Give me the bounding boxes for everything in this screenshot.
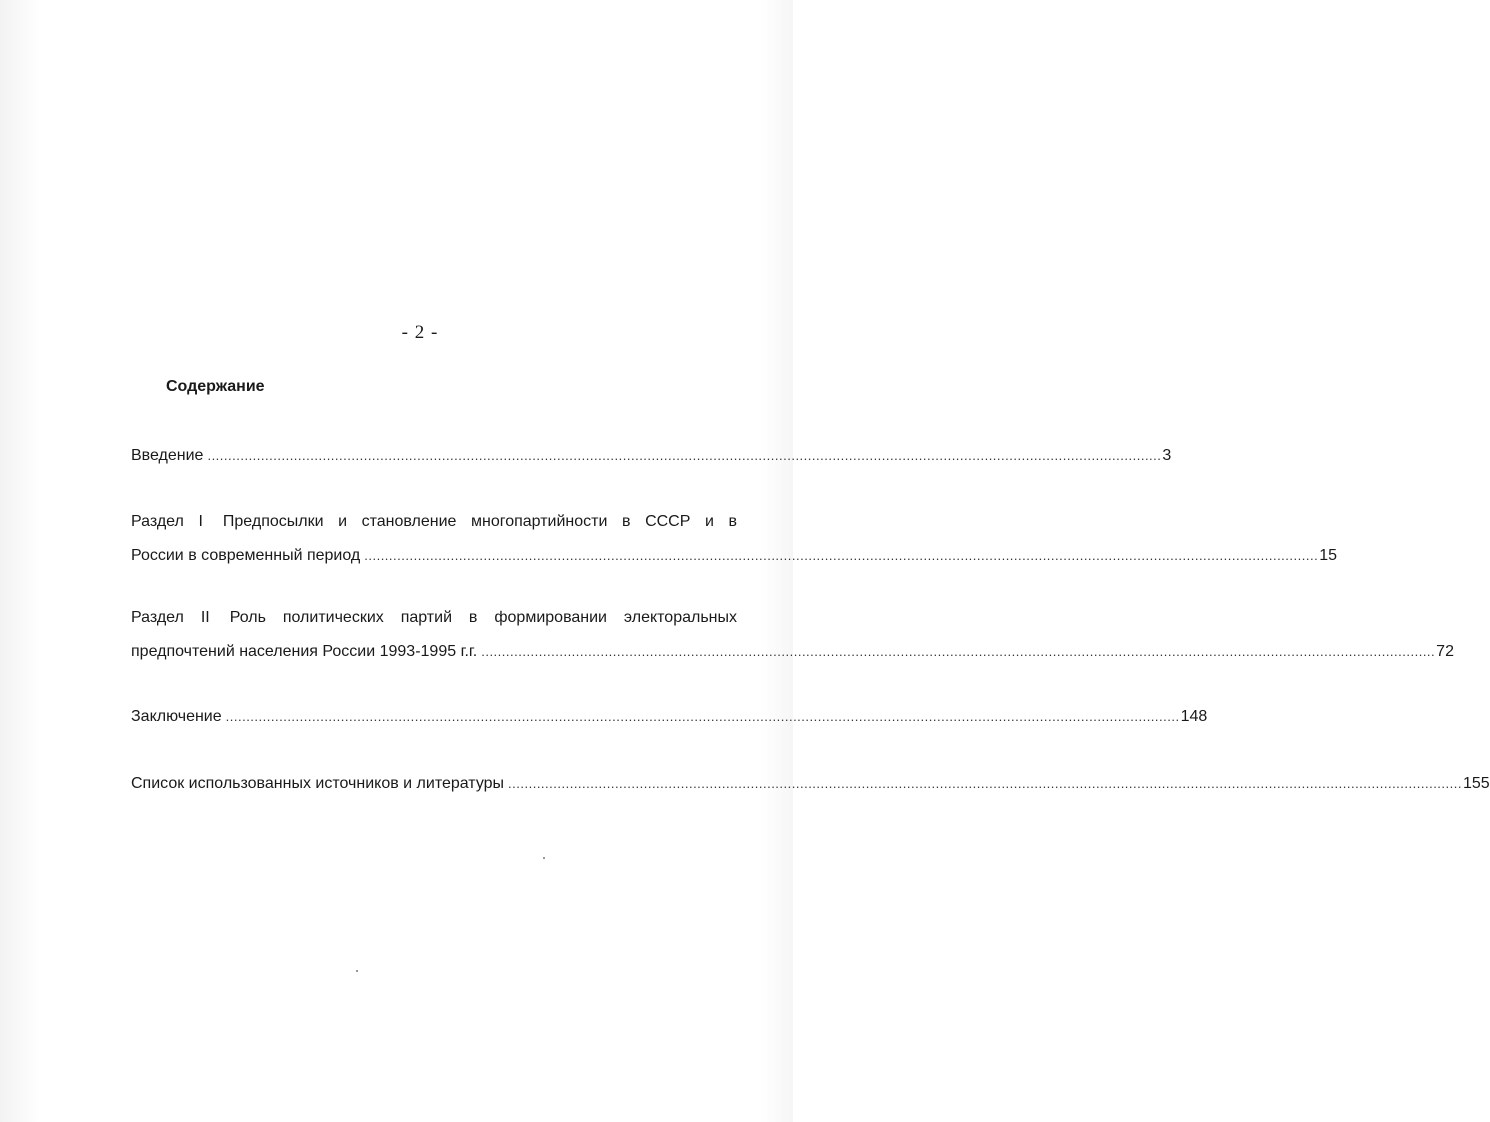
toc-leader-dots: ........................................................................................................................................................................................................................................ — [481, 644, 1436, 659]
toc-leader-dots: ........................................................................................................................................................................................................................................ — [225, 709, 1180, 724]
toc-entry-title: Введение — [131, 447, 204, 464]
toc-page-number: 15 — [1319, 547, 1337, 564]
toc-entry-introduction[interactable] — [131, 439, 1172, 473]
scan-speck — [356, 970, 358, 972]
scan-speck — [543, 857, 545, 859]
toc-title: Содержание — [166, 378, 265, 395]
toc-page-number: 72 — [1436, 643, 1454, 660]
toc-entry-conclusion[interactable] — [131, 700, 1208, 734]
page-number: - 2 - — [401, 322, 439, 343]
toc-section-label: Раздел I — [131, 513, 203, 530]
toc-entry-title: Предпосылки и становление многопартийности в СССР и в — [222, 513, 737, 530]
toc-entry-title: Список использованных источников и литературы — [131, 775, 505, 792]
toc-entry-bibliography[interactable] — [131, 767, 1490, 801]
toc-entry-title-continued: России в современный период — [131, 547, 361, 564]
toc-entry-section-1[interactable] — [131, 505, 1337, 573]
toc-section-label: Раздел II — [131, 609, 210, 626]
toc-entry-line — [131, 601, 737, 635]
toc-leader-dots: ........................................................................................................................................................................................................................................ — [207, 448, 1162, 463]
toc-leader-dots: ........................................................................................................................................................................................................................................ — [364, 548, 1319, 563]
toc-page-number: 155 — [1462, 775, 1490, 792]
toc-leader-dots: ........................................................................................................................................................................................................................................ — [508, 776, 1462, 791]
toc-entry-title: Заключение — [131, 708, 222, 725]
toc-entry-section-2[interactable] — [131, 601, 1454, 669]
toc-entry-line — [131, 505, 737, 539]
toc-page-number: 148 — [1180, 708, 1208, 725]
toc-entry-title: Роль политических партий в формировании электоральных — [229, 609, 738, 626]
toc-page-number: 3 — [1162, 447, 1172, 464]
toc-entry-title-continued: предпочтений населения России 1993-1995 г.г. — [131, 643, 478, 660]
